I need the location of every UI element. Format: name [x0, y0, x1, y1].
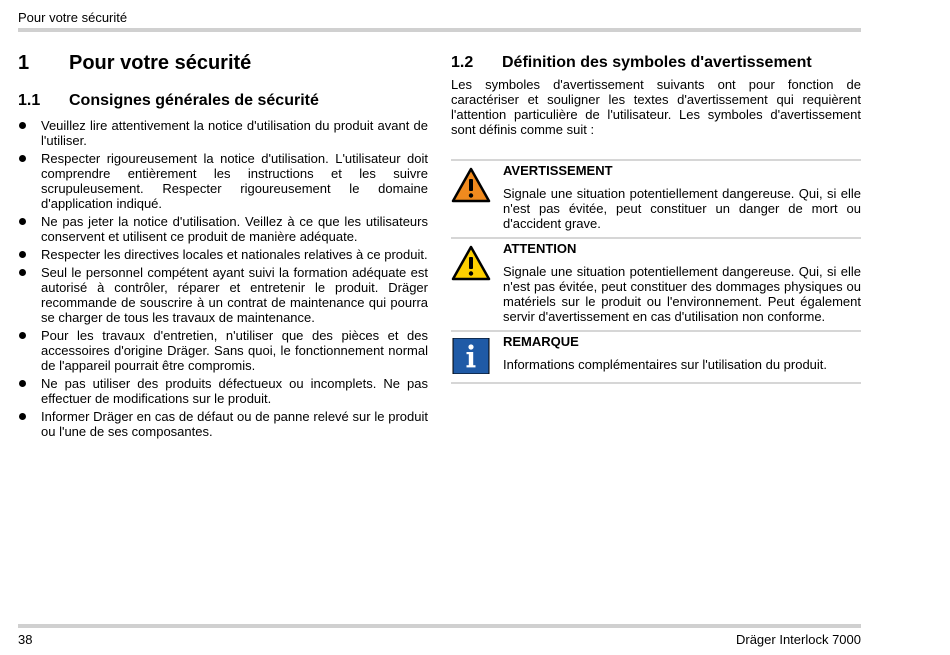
chapter-title: Pour votre sécurité [69, 52, 252, 74]
symbol-description: Signale une situation potentiellement dangereuse. Qui, si elle n'est pas évitée, peut constituer un danger de mort ou d'accident grave. [503, 186, 861, 231]
list-item: Respecter rigoureusement la notice d'utilisation. L'utilisateur doit comprendre entièrement les instructions et les suivre scrupuleusement. Respecter rigoureusement le domaine d'application indiqué. [18, 151, 428, 211]
bullet-icon [19, 251, 26, 258]
chapter-heading [18, 52, 251, 75]
bullet-icon [19, 218, 26, 225]
section-title: Consignes générales de sécurité [69, 92, 319, 109]
bullet-icon [19, 122, 26, 129]
product-name: Dräger Interlock 7000 [735, 632, 861, 647]
section-title: Définition des symboles d'avertissement [502, 54, 812, 71]
running-header: Pour votre sécurité [18, 10, 128, 25]
section-number: 1.1 [18, 92, 41, 109]
chapter-number: 1 [18, 52, 30, 74]
symbol-row-attention [451, 237, 861, 330]
header-rule [18, 28, 861, 32]
section-number: 1.2 [451, 54, 474, 71]
list-item: Informer Dräger en cas de défaut ou de panne relevé sur le produit ou l'une de ses composantes. [18, 409, 428, 439]
list-item: Ne pas utiliser des produits défectueux ou incomplets. Ne pas effectuer de modifications sur le produit. [18, 376, 428, 406]
bullet-icon [19, 269, 26, 276]
bullet-icon [19, 380, 26, 387]
symbol-title: REMARQUE [503, 334, 579, 349]
section-intro: Les symboles d'avertissement suivants ont pour fonction de caractériser et souligner les textes d'avertissement qui requièrent l'attention particulière de l'utilisateur. Les symboles d'avertissement sont définis comme suit : [451, 77, 861, 137]
section-1-2-heading [451, 54, 812, 72]
section-1-1-heading [18, 92, 319, 110]
symbol-row-remarque [451, 330, 861, 384]
symbol-description: Signale une situation potentiellement dangereuse. Qui, si elle n'est pas évitée, peut constituer des dommages physiques ou matériels sur le produit ou l'environnement. Peut également servir d'avertissement en cas d'utilisation non conforme. [503, 264, 861, 324]
symbol-title: ATTENTION [503, 241, 577, 256]
page-number: 38 [18, 632, 33, 647]
info-icon [451, 338, 491, 374]
symbol-title: AVERTISSEMENT [503, 163, 613, 178]
symbol-description: Informations complémentaires sur l'utilisation du produit. [503, 357, 828, 372]
bullet-icon [19, 332, 26, 339]
list-item: Veuillez lire attentivement la notice d'utilisation du produit avant de l'utiliser. [18, 118, 428, 148]
list-item: Pour les travaux d'entretien, n'utiliser que des pièces et des accessoires d'origine Dräger. Sans quoi, le fonctionnement normal de l'appareil pourrait être compromis. [18, 328, 428, 373]
list-item: Seul le personnel compétent ayant suivi la formation adéquate est autorisé à contrôler, réparer et entretenir le produit. Dräger recommande de souscrire à un contrat de maintenance qui pourra se charger de tous les travaux de maintenance. [18, 265, 428, 325]
warning-symbols-table [451, 159, 861, 384]
caution-triangle-icon [451, 245, 491, 281]
bullet-icon [19, 155, 26, 162]
footer-rule [18, 624, 861, 628]
symbol-row-avertissement [451, 159, 861, 237]
warning-triangle-icon [451, 167, 491, 203]
list-item: Ne pas jeter la notice d'utilisation. Veillez à ce que les utilisateurs conservent et utilisent ce produit de manière adéquate. [18, 214, 428, 244]
bullet-icon [19, 413, 26, 420]
safety-bullet-list [18, 118, 428, 442]
list-item: Respecter les directives locales et nationales relatives à ce produit. [18, 247, 428, 262]
